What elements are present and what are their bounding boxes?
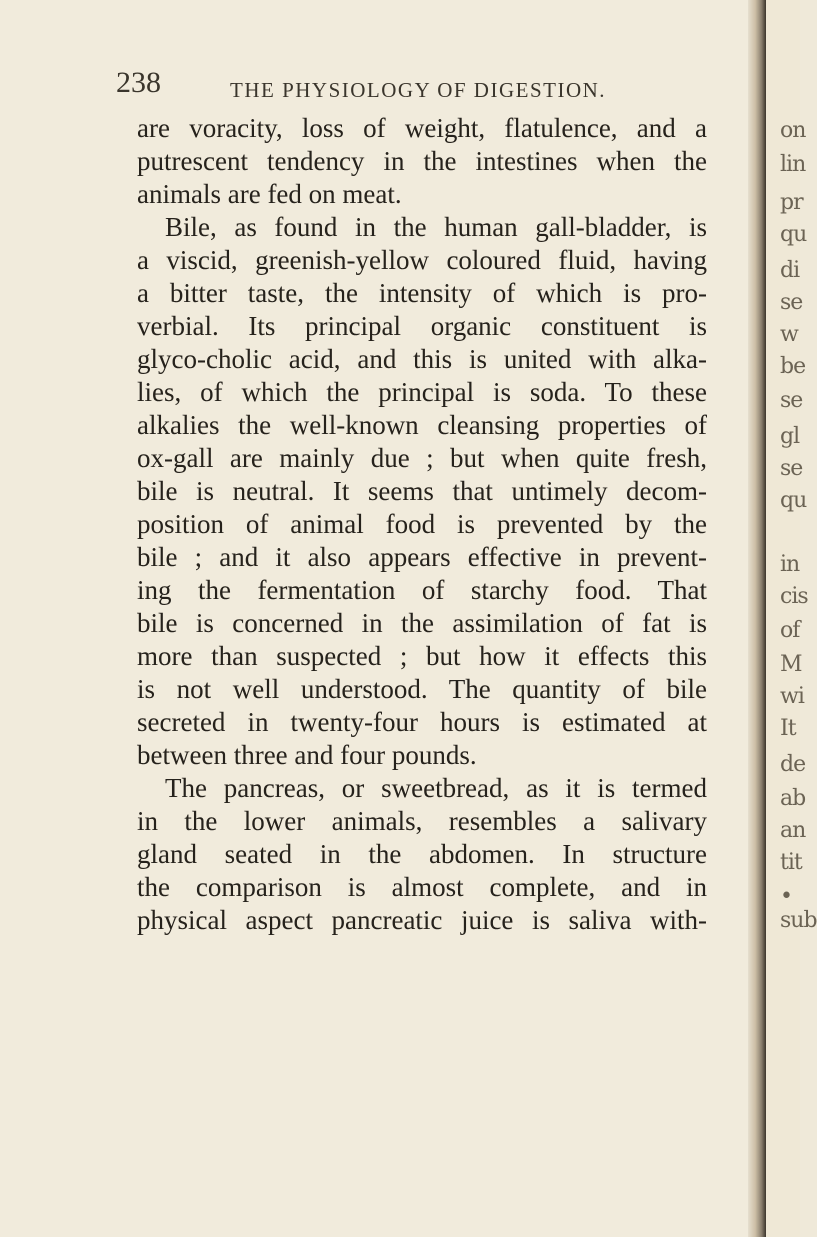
adjacent-page-fragment: sub [780,908,817,933]
adjacent-page-fragment: of [780,618,800,643]
adjacent-page-fragment: di [780,258,800,283]
text-line: Bile, as found in the human gall-bladder, is [165,212,707,242]
adjacent-page-fragment: qu [780,222,807,247]
text-line: more than suspected ; but how it effects this [137,641,707,671]
text-line: between three and four pounds. [137,740,477,770]
body-text [137,112,707,937]
adjacent-page-fragment: ab [780,786,806,811]
running-head: THE PHYSIOLOGY OF DIGESTION. [230,78,607,102]
text-line: verbial. Its principal organic constituent is [137,311,707,341]
text-line: glyco-cholic acid, and this is united with alka- [137,344,707,374]
text-line: a viscid, greenish-yellow coloured fluid, having [137,245,707,275]
adjacent-page-fragment: pr [780,190,803,215]
adjacent-page-fragment: se [780,290,803,315]
text-line: gland seated in the abdomen. In structure [137,839,707,869]
adjacent-page-fragment: w [780,322,798,347]
text-line: bile is concerned in the assimilation of fat is [137,608,707,638]
adjacent-page-fragment: M [780,652,802,677]
adjacent-page-fragment: de [780,752,806,777]
adjacent-page-fragment: qu [780,488,807,513]
adjacent-page-fragment: wi [780,684,804,709]
adjacent-page-fragment: It [780,716,796,741]
adjacent-page-fragment: be [780,354,806,379]
text-line: putrescent tendency in the intestines when the [137,146,707,176]
text-line: physical aspect pancreatic juice is saliva with- [137,905,707,935]
adjacent-page-fragment: gl [780,424,800,449]
text-line: are voracity, loss of weight, flatulence, and a [137,113,707,143]
text-line: animals are fed on meat. [137,179,402,209]
text-line: secreted in twenty-four hours is estimated at [137,707,707,737]
adjacent-page-fragment: cis [780,584,808,609]
adjacent-page-edge [766,0,817,1237]
text-line: The pancreas, or sweetbread, as it is termed [165,773,707,803]
text-line: position of animal food is prevented by the [137,509,707,539]
book-gutter-shadow [748,0,766,1237]
adjacent-page-fragment: on [780,118,806,143]
text-line: alkalies the well-known cleansing properties of [137,410,707,440]
text-line: a bitter taste, the intensity of which is pro- [137,278,707,308]
page-number: 238 [116,66,161,99]
adjacent-page-fragment: se [780,456,803,481]
text-line: lies, of which the principal is soda. To these [137,377,707,407]
adjacent-page-fragment: lin [780,152,806,177]
adjacent-page-fragment: tit [780,850,802,875]
text-line: in the lower animals, resembles a salivary [137,806,707,836]
adjacent-page-fragment: an [780,818,806,843]
adjacent-page-fragment: • [780,884,792,909]
text-line: bile is neutral. It seems that untimely decom- [137,476,707,506]
text-line: bile ; and it also appears effective in prevent- [137,542,707,572]
page-header [0,62,762,102]
text-line: ing the fermentation of starchy food. That [137,575,707,605]
text-line: is not well understood. The quantity of bile [137,674,707,704]
text-line: ox-gall are mainly due ; but when quite fresh, [137,443,707,473]
text-line: the comparison is almost complete, and in [137,872,707,902]
adjacent-page-fragment: in [780,552,800,577]
adjacent-page-fragment: se [780,388,803,413]
